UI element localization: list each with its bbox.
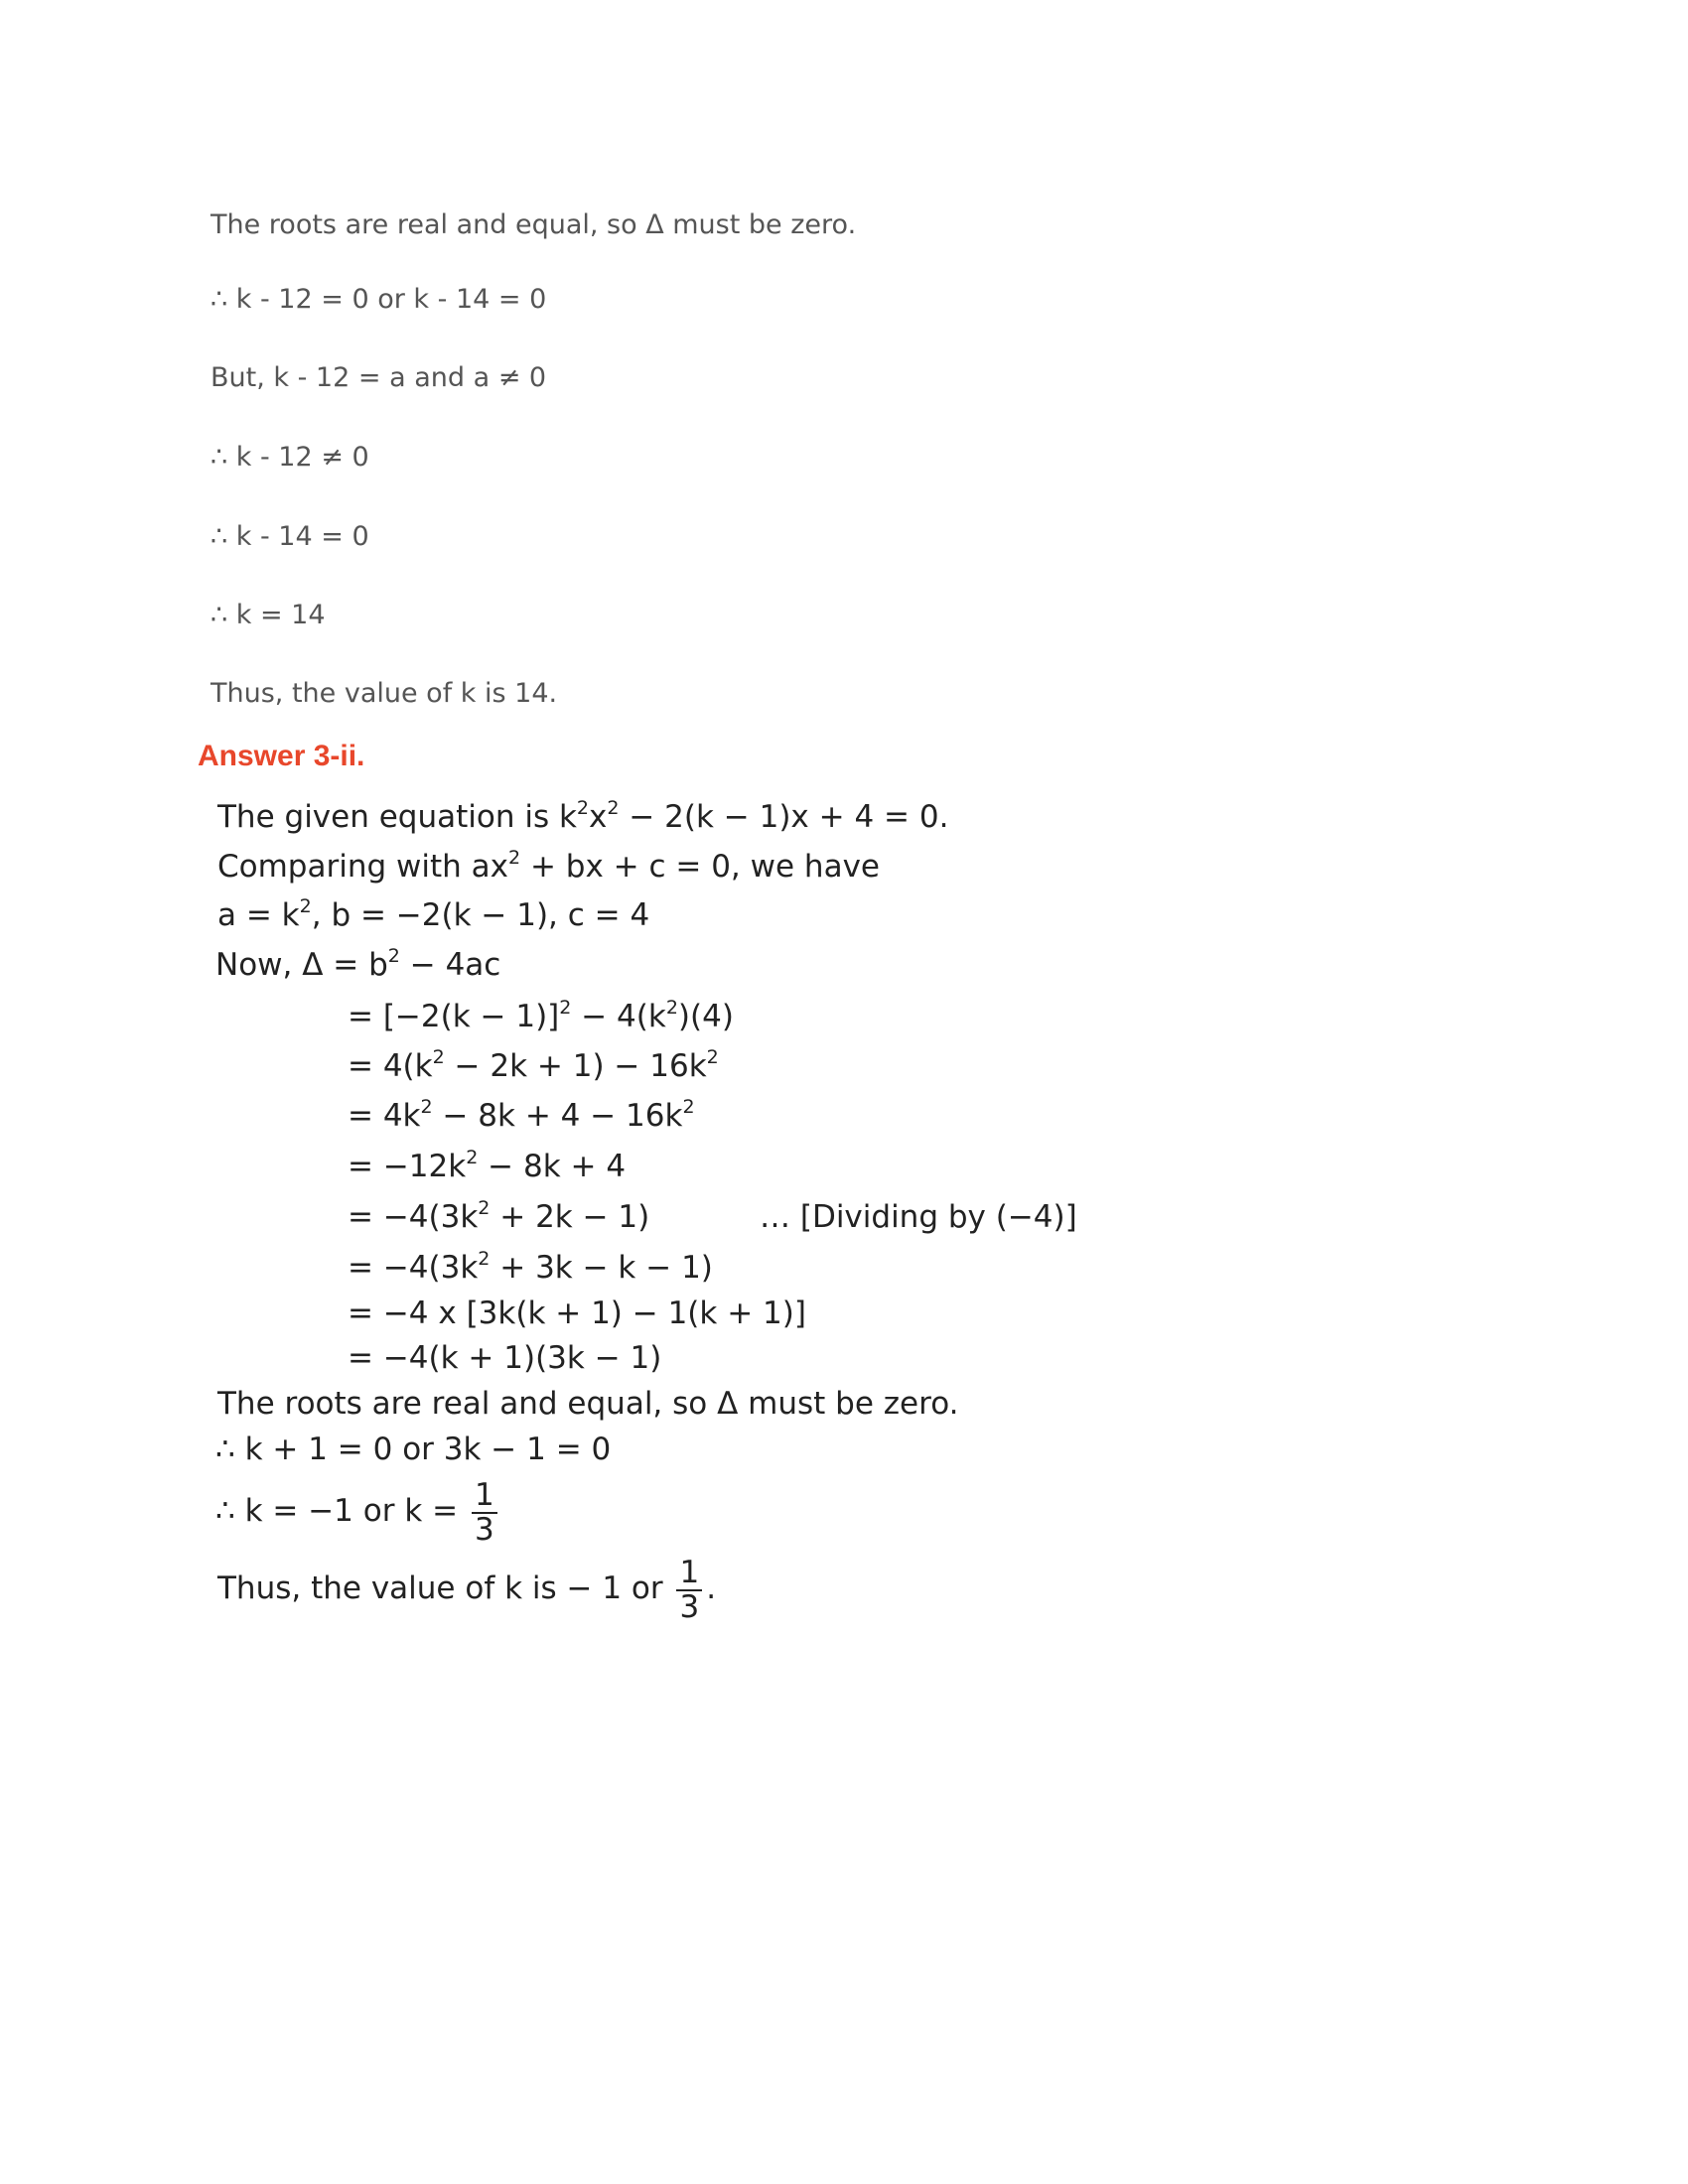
- math-text: − 4ac: [399, 947, 501, 983]
- math-text: )(4): [677, 999, 734, 1034]
- solution-text-line: ∴ k = 14: [211, 600, 326, 630]
- math-text: + bx + c = 0, we have: [520, 849, 880, 885]
- math-text: = −4(3k: [348, 1250, 479, 1286]
- fraction-numerator: 1: [679, 1555, 700, 1590]
- math-exponent: 2: [706, 1046, 719, 1068]
- math-text: − 2(k − 1)x + 4 = 0.: [619, 799, 949, 835]
- solution-text-line: ∴ k - 12 ≠ 0: [211, 442, 369, 473]
- math-line-values: [215, 1479, 501, 1546]
- math-line-factors: ∴ k + 1 = 0 or 3k − 1 = 0: [215, 1432, 612, 1467]
- math-step: = −4(k + 1)(3k − 1): [348, 1340, 662, 1376]
- math-line-coefficients: [217, 897, 649, 933]
- math-exponent: 2: [387, 945, 400, 967]
- math-text: .: [706, 1570, 717, 1607]
- solution-text-line: ∴ k - 12 = 0 or k - 14 = 0: [211, 284, 547, 315]
- math-exponent: 2: [576, 797, 590, 819]
- math-text: = 4k: [348, 1098, 421, 1134]
- math-line-given-equation: [217, 799, 948, 835]
- math-text: = [−2(k − 1)]: [348, 999, 560, 1034]
- math-text: a = k: [217, 897, 300, 933]
- math-exponent: 2: [299, 895, 312, 917]
- math-text: ∴ k = −1 or k =: [215, 1493, 459, 1530]
- math-text: + 2k − 1): [490, 1199, 650, 1235]
- math-step: [348, 1250, 713, 1286]
- answer-heading: Answer 3-ii.: [198, 740, 365, 772]
- math-exponent: 2: [559, 997, 572, 1019]
- math-step: [348, 999, 734, 1034]
- math-text: = −4(3k: [348, 1199, 479, 1235]
- math-step: [348, 1048, 719, 1084]
- math-step: [348, 1098, 695, 1134]
- math-line-roots-condition: The roots are real and equal, so Δ must be zero.: [217, 1386, 959, 1422]
- math-step: [348, 1199, 649, 1235]
- solution-text-line: But, k - 12 = a and a ≠ 0: [211, 362, 547, 393]
- math-text: x: [589, 799, 608, 835]
- fraction-denominator: 3: [472, 1512, 497, 1547]
- math-text: Comparing with ax: [217, 849, 508, 885]
- math-exponent: 2: [432, 1046, 445, 1068]
- fraction: [472, 1479, 497, 1546]
- math-text: = 4(k: [348, 1048, 433, 1084]
- math-text: − 8k + 4 − 16k: [432, 1098, 683, 1134]
- math-text: The given equation is k: [217, 799, 577, 835]
- math-step-note: … [Dividing by (−4)]: [760, 1199, 1077, 1235]
- math-text: Thus, the value of k is − 1 or: [217, 1570, 663, 1607]
- math-line-discriminant: [215, 947, 500, 983]
- math-exponent: 2: [478, 1248, 491, 1270]
- math-step: = −4 x [3k(k + 1) − 1(k + 1)]: [348, 1296, 806, 1331]
- fraction-numerator: 1: [474, 1477, 494, 1513]
- math-exponent: 2: [508, 847, 521, 869]
- math-exponent: 2: [420, 1096, 433, 1118]
- math-exponent: 2: [682, 1096, 695, 1118]
- math-exponent: 2: [665, 997, 678, 1019]
- math-exponent: 2: [478, 1197, 491, 1219]
- math-exponent: 2: [607, 797, 620, 819]
- math-step: [348, 1149, 626, 1184]
- math-text: , b = −2(k − 1), c = 4: [311, 897, 650, 933]
- solution-text-line: ∴ k - 14 = 0: [211, 521, 369, 552]
- math-line-conclusion: [217, 1557, 716, 1623]
- math-text: = −12k: [348, 1149, 467, 1184]
- solution-text-line: Thus, the value of k is 14.: [211, 678, 558, 709]
- math-exponent: 2: [466, 1147, 479, 1168]
- solution-text-line: The roots are real and equal, so Δ must be zero.: [211, 209, 857, 240]
- math-text: Now, Δ = b: [215, 947, 388, 983]
- fraction-denominator: 3: [676, 1589, 702, 1624]
- math-text: − 4(k: [571, 999, 666, 1034]
- fraction: [676, 1557, 702, 1623]
- math-text: − 8k + 4: [478, 1149, 627, 1184]
- math-text: + 3k − k − 1): [490, 1250, 713, 1286]
- math-line-comparing: [217, 849, 880, 885]
- math-text: − 2k + 1) − 16k: [444, 1048, 707, 1084]
